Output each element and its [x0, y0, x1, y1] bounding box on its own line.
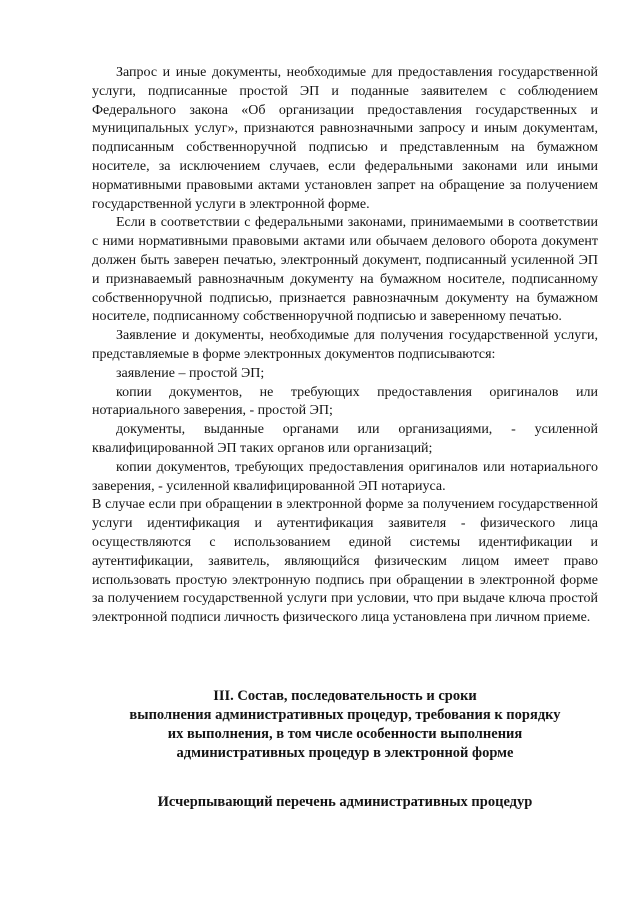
- list-item-application: заявление – простой ЭП;: [116, 365, 265, 381]
- list-item-copies-simple: копии документов, не требующих предоставления оригиналов или нотариального заверения, - простой ЭП;: [92, 384, 598, 419]
- list-item-issued-documents: документы, выданные органами или организациями, - усиленной квалифицированной ЭП таких органов или организаций;: [92, 422, 598, 456]
- paragraph-identification: В случае если при обращении в электронной форме за получением государственной услуги идентификация и аутентификация заявителя - физического лица осуществляются с использованием единой системы идентификации и аутентификации, заявитель, являющийся физическим лицом имеет право использовать простую электронную подпись при обращении в электронной форме за получением государственной услуги при условии, что при выдаче ключа простой электронной подписи личность физического лица установлена при личном приеме.: [92, 497, 598, 626]
- paragraph-seal-requirement: Если в соответствии с федеральными законами, принимаемыми в соответствии с ними нормативными правовыми актами или обычаем делового оборота документ должен быть заверен печатью, электронный документ, подписанный усиленной ЭП и признаваемый равнозначным документу на бумажном носителе, подписанному собственноручной подписью, признается равнозначным документу на бумажном носителе, подписанному собственноручной подписью и заверенному печатью.: [92, 215, 598, 325]
- section-heading: [92, 687, 598, 763]
- paragraph-signing-intro: Заявление и документы, необходимые для получения государственной услуги, представляемые в форме электронных документов подписываются:: [92, 328, 598, 362]
- list-item-copies-notary: копии документов, требующих предоставления оригиналов или нотариального заверения, - усиленной квалифицированной ЭП нотариуса.: [92, 459, 598, 494]
- subsection-heading: Исчерпывающий перечень административных процедур: [157, 794, 533, 810]
- section-heading-line: их выполнения, в том числе особенности выполнения: [167, 726, 523, 742]
- paragraph-equivalence-simple-signature: Запрос и иные документы, необходимые для предоставления государственной услуги, подписанные простой ЭП и поданные заявителем с соблюдением Федерального закона «Об организации предоставления государственных и муниципальных услуг», признаются равнозначными запросу и иным документам, подписанным собственноручной подписью и представленным на бумажном носителе, за исключением случаев, если федеральными законами или иными нормативными правовыми актами установлен запрет на обращение за получением государственной услуги в электронной форме.: [92, 65, 598, 212]
- section-heading-line: выполнения административных процедур, требования к порядку: [129, 707, 561, 723]
- section-heading-line: III. Состав, последовательность и сроки: [213, 688, 477, 704]
- document-body: [92, 64, 598, 628]
- section-heading-line: административных процедур в электронной форме: [176, 745, 514, 761]
